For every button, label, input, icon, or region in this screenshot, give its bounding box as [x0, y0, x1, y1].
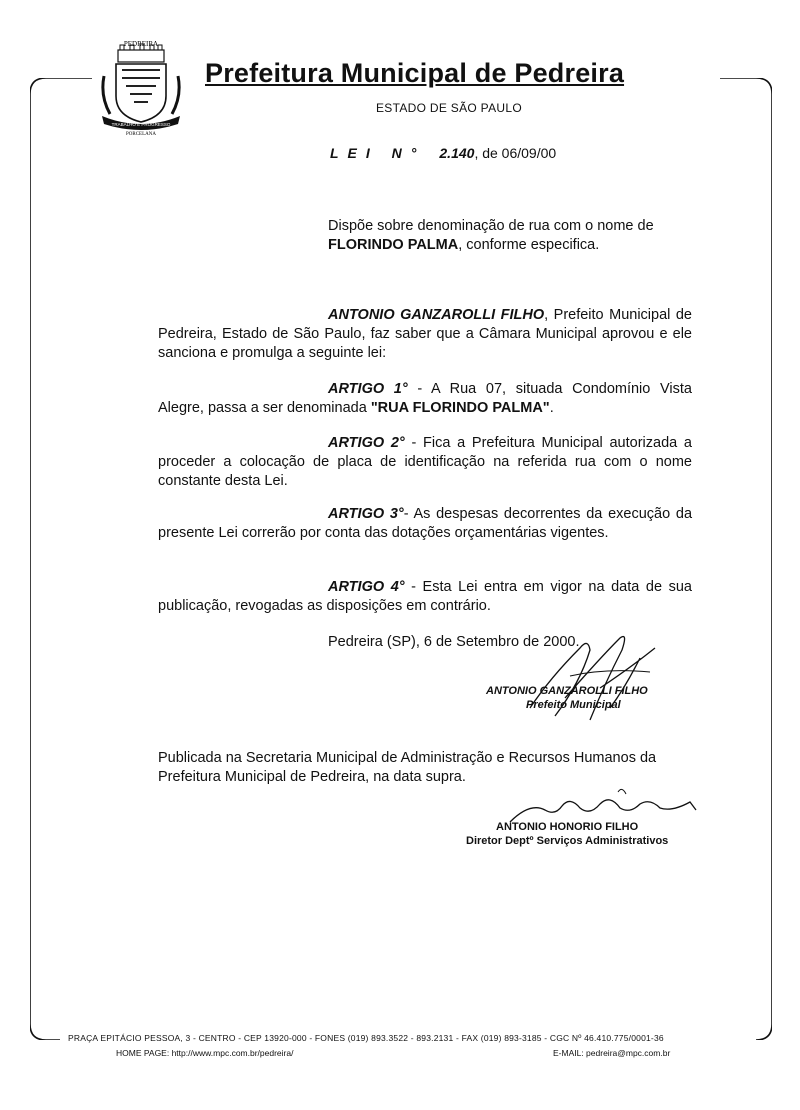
- preamble-text: , Prefeito Municipal de Pedreira, Estado de São Paulo, faz saber que a Câmara Municipal aprovou e ele sanciona e promulga a seguinte lei:: [158, 307, 692, 361]
- director-role: Diretor Deptº Serviços Administrativos: [466, 835, 669, 847]
- article-emphasis: "RUA FLORINDO PALMA": [370, 400, 550, 416]
- preamble-paragraph: [158, 306, 692, 363]
- article-tail: .: [549, 400, 554, 416]
- article-label: ARTIGO 4°: [328, 579, 405, 595]
- article-label: ARTIGO 2°: [328, 435, 405, 451]
- crest-banner: TRABALHO E PROGRESSO: [111, 122, 171, 127]
- article-text: - As despesas decorrentes da execução da presente Lei correrão por conta das dotações orçamentárias vigentes.: [158, 506, 693, 541]
- ementa-text: Dispõe sobre denominação de rua com o nome de: [328, 218, 654, 234]
- article-4: [158, 578, 692, 616]
- footer-email: E-MAIL: pedreira@mpc.com.br: [553, 1048, 671, 1058]
- mayor-signature-block: [486, 684, 648, 712]
- mayor-signature-icon: [510, 628, 680, 728]
- mayor-role: Prefeito Municipal: [526, 699, 621, 711]
- page-title: Prefeitura Municipal de Pedreira: [205, 58, 625, 88]
- ementa: [328, 217, 693, 255]
- municipal-crest-icon: [96, 36, 186, 136]
- article-label: ARTIGO 3°: [328, 506, 404, 522]
- law-heading: [330, 145, 556, 161]
- footer-homepage: HOME PAGE: http://www.mpc.com.br/pedreira/: [116, 1048, 294, 1058]
- article-text: - Fica a Prefeitura Municipal autorizada a proceder a colocação de placa de identificação na referida rua com o nome constante desta Lei.: [158, 435, 692, 489]
- article-1: [158, 380, 692, 418]
- mayor-name: ANTONIO GANZAROLLI FILHO: [486, 685, 648, 697]
- ementa-tail: , conforme especifica.: [458, 237, 600, 253]
- director-name: ANTONIO HONORIO FILHO: [496, 821, 639, 833]
- place-date: Pedreira (SP), 6 de Setembro de 2000.: [328, 634, 580, 650]
- crest-text-top: PEDREIRA: [123, 40, 159, 48]
- footer-address: PRAÇA EPITÁCIO PESSOA, 3 - CENTRO - CEP 13920-000 - FONES (019) 893.3522 - 893.2131 - FAX (019) 893-3185 - CGC Nº 46.410.775/0001-36: [68, 1033, 664, 1043]
- law-number: 2.140: [439, 145, 475, 161]
- state-subtitle: ESTADO DE SÃO PAULO: [376, 101, 522, 115]
- article-text: - A Rua 07, situada Condomínio Vista Alegre, passa a ser denominada: [158, 381, 692, 416]
- article-label: ARTIGO 1°: [328, 381, 408, 397]
- article-text: - Esta Lei entra em vigor na data de sua publicação, revogadas as disposições em contrário.: [158, 579, 692, 614]
- publication-note: Publicada na Secretaria Municipal de Administração e Recursos Humanos da Prefeitura Municipal de Pedreira, na data supra.: [158, 750, 657, 785]
- ementa-name: FLORINDO PALMA: [328, 237, 459, 253]
- director-signature-block: [466, 820, 668, 848]
- crest-text-bottom: PORCELANA: [125, 132, 157, 136]
- law-date: , de 06/09/00: [474, 145, 557, 161]
- article-3: [158, 505, 692, 543]
- article-2: [158, 434, 692, 491]
- law-label: LEI N°: [330, 145, 426, 161]
- preamble-name: ANTONIO GANZAROLLI FILHO: [328, 307, 545, 323]
